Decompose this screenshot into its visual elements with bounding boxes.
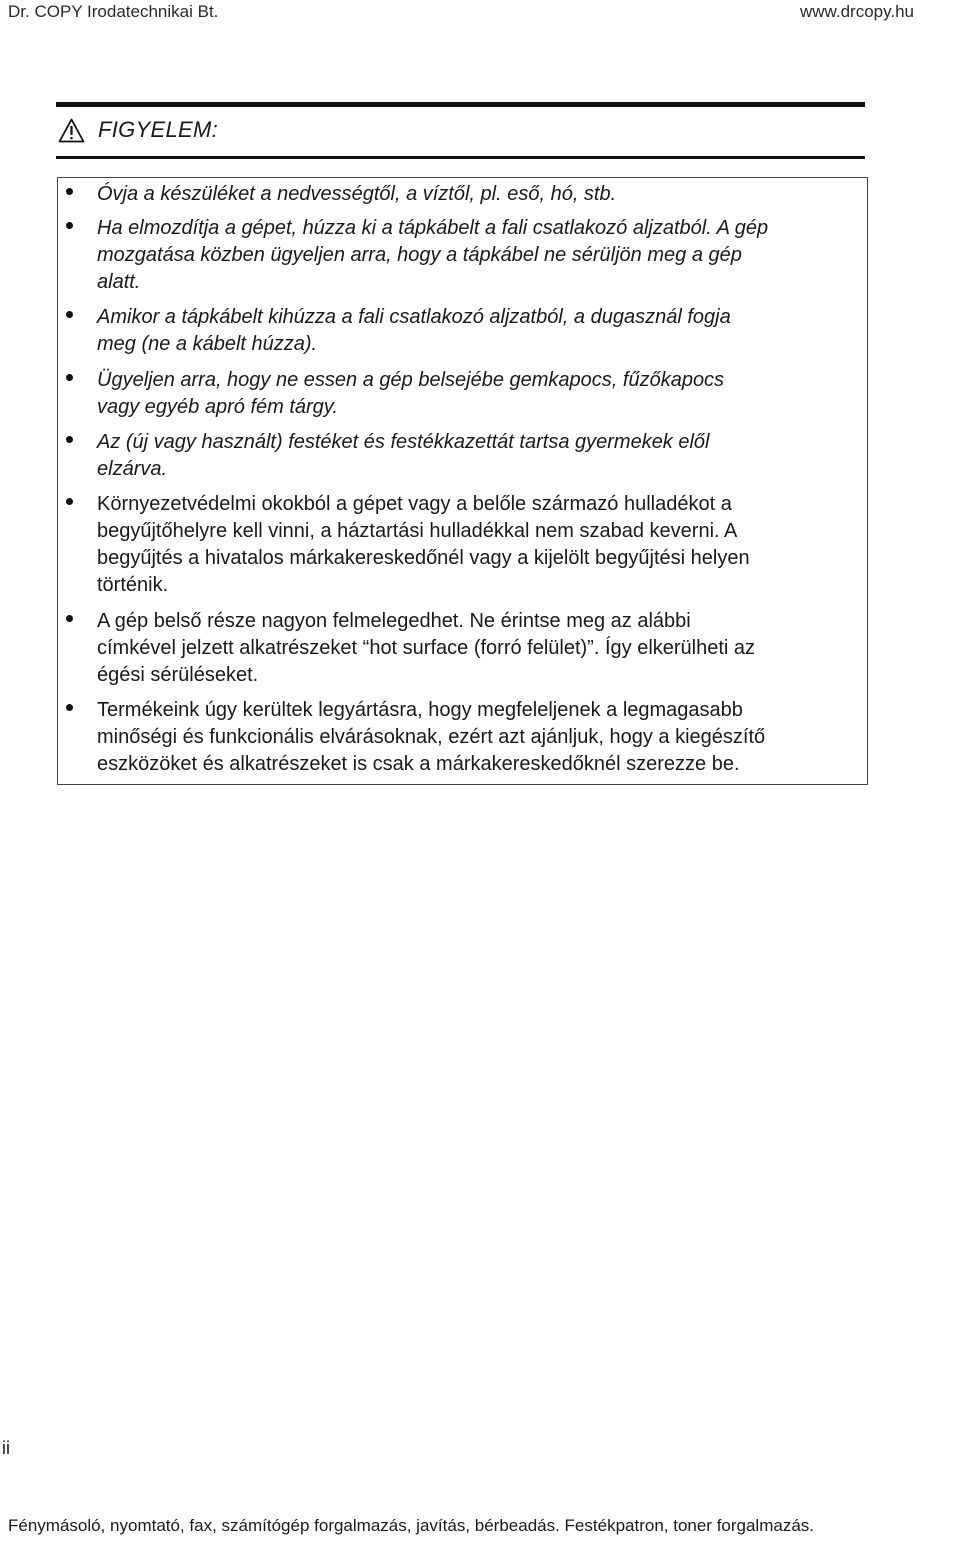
bullet-icon [66, 222, 73, 229]
bullet-icon [66, 498, 73, 505]
warning-heading [58, 116, 218, 144]
list-item-text: A gép belső része nagyon felmelegedhet. Ne érintse meg az alábbi címkével jelzett alkatrészeket “hot surface (forró felület)”. Így elkerülheti az égési sérüléseket. [97, 610, 756, 686]
list-item-text: Környezetvédelmi okokból a gépet vagy a belőle származó hulladékot a begyűjtőhelyre kell vinni, a háztartási hulladékkal nem szabad keverni. A begyűjtés a hivatalos márkakereskedőnél vagy a kijelölt begyűjtési helyen történik. [97, 493, 750, 596]
list-item-text: Óvja a készüléket a nedvességtől, a víztől, pl. eső, hó, stb. [97, 183, 617, 205]
warning-title: FIGYELEM: [98, 117, 219, 142]
footer-text: Fénymásoló, nyomtató, fax, számítógép forgalmazás, javítás, bérbeadás. Festékpatron, toner forgalmazás. [8, 1516, 815, 1535]
bullet-icon [66, 188, 73, 195]
bullet-icon [66, 615, 73, 622]
warning-triangle-icon [58, 118, 85, 143]
list-item-text: Amikor a tápkábelt kihúzza a fali csatlakozó aljzatból, a dugasznál fogja meg (ne a kábelt húzza). [97, 306, 731, 355]
bullet-icon [66, 311, 73, 318]
bullet-icon [66, 374, 73, 381]
bullet-icon [66, 436, 73, 443]
bullet-icon [66, 704, 73, 711]
header-website: www.drcopy.hu [799, 2, 914, 21]
list-item-text: Termékeink úgy kerültek legyártásra, hogy megfeleljenek a legmagasabb minőségi és funkcionális elvárásoknak, ezért azt ajánljuk, hogy a kiegészítő eszközöket és alkatrészeket is csak a márkakereskedőknél szerezze be. [97, 699, 766, 775]
list-item-text: Az (új vagy használt) festéket és festékkazettát tartsa gyermekek elől elzárva. [97, 431, 710, 480]
page-number: ii [2, 1438, 10, 1458]
warning-box [57, 177, 868, 785]
list-item-text: Ha elmozdítja a gépet, húzza ki a tápkábelt a fali csatlakozó aljzatból. A gép mozgatása közben ügyeljen arra, hogy a tápkábel ne sérüljön meg a gép alatt. [97, 217, 769, 293]
list-item-text: Ügyeljen arra, hogy ne essen a gép belsejébe gemkapocs, fűzőkapocs vagy egyéb apró fém tárgy. [97, 369, 725, 418]
header-company-name: Dr. COPY Irodatechnikai Bt. [8, 2, 219, 21]
top-rule [56, 102, 865, 107]
heading-underline-rule [56, 156, 865, 159]
